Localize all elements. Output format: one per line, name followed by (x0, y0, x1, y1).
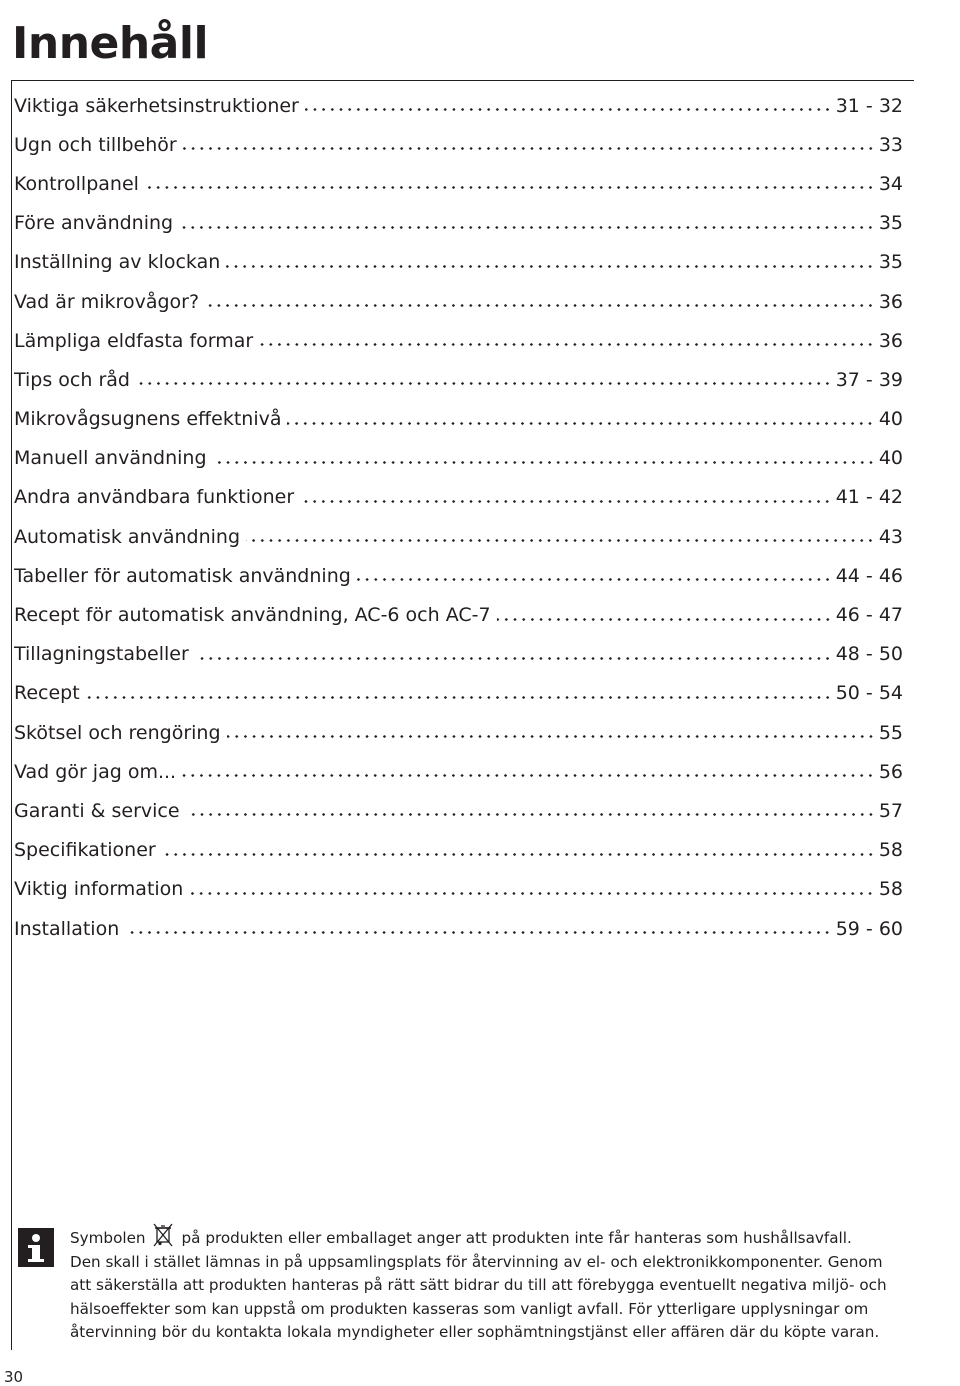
toc-entry-page: 56 (878, 760, 903, 783)
toc-entry-label: Andra användbara funktioner (14, 486, 295, 509)
toc-entry (14, 360, 903, 399)
toc-entry (14, 870, 903, 909)
toc-entry (14, 282, 903, 321)
note-line: hälsoeffekter som kan uppstå om produkten kasseras som vanligt avfall. För ytterligare upplysningar om (70, 1299, 869, 1318)
toc-entry (14, 164, 903, 203)
toc-leader-dots (189, 892, 874, 895)
toc-leader-dots (226, 265, 875, 268)
toc-entry-label: Vad är mikrovågor? (14, 290, 200, 313)
toc-entry-page: 41 - 42 (835, 486, 903, 509)
toc-entry-label: Viktiga säkerhetsinstruktioner (14, 94, 299, 117)
toc-leader-dots (497, 618, 832, 621)
toc-entry-page: 55 (878, 721, 903, 744)
note-line: Den skall i stället lämnas in på uppsamlingsplats för återvinning av el- och elektronikkomponenter. Genom (70, 1252, 883, 1271)
toc-leader-dots (195, 657, 832, 660)
toc-entry-page: 57 (878, 799, 903, 822)
toc-leader-dots (186, 813, 875, 816)
toc-leader-dots (246, 539, 875, 542)
toc-entry-label: Mikrovågsugnens effektnivå (14, 408, 282, 431)
toc-entry-label: Recept (14, 682, 80, 705)
toc-leader-dots (179, 226, 875, 229)
toc-entry (14, 204, 903, 243)
toc-entry (14, 243, 903, 282)
toc-entry (14, 909, 903, 948)
toc-leader-dots (125, 931, 831, 934)
toc-entry-page: 48 - 50 (835, 643, 903, 666)
toc-leader-dots (305, 108, 832, 111)
crossed-out-wheelie-bin-icon (152, 1223, 174, 1247)
toc-entry-page: 40 (878, 447, 903, 470)
note-lead: Symbolen (70, 1229, 146, 1247)
toc-entry-label: Tillagningstabeller (14, 643, 189, 666)
toc-entry (14, 674, 903, 713)
toc-entry (14, 321, 903, 360)
toc-entry-label: Kontrollpanel (14, 172, 139, 195)
toc-entry (14, 125, 903, 164)
toc-entry-page: 58 (878, 878, 903, 901)
toc-entry-page: 46 - 47 (835, 604, 903, 627)
toc-entry-label: Före användning (14, 212, 174, 235)
toc-entry-label: Automatisk användning (14, 525, 241, 548)
disposal-note (70, 1223, 920, 1345)
toc-entry (14, 791, 903, 830)
toc-entry-page: 36 (878, 290, 903, 313)
toc-entry-label: Lämpliga eldfasta formar (14, 329, 254, 352)
toc-entry-page: 35 (878, 251, 903, 274)
toc-entry-page: 40 (878, 408, 903, 431)
info-icon (18, 1228, 54, 1267)
note-first-line (70, 1223, 920, 1251)
toc-leader-dots (300, 500, 832, 503)
toc-leader-dots (182, 774, 875, 777)
toc-entry (14, 478, 903, 517)
toc-leader-dots (287, 422, 874, 425)
toc-leader-dots (227, 735, 875, 738)
toc-entry-page: 43 (878, 525, 903, 548)
top-rule (11, 80, 914, 81)
toc-entry (14, 86, 903, 125)
toc-entry-label: Tips och råd (14, 368, 130, 391)
toc-entry-page: 34 (878, 172, 903, 195)
toc-entry-page: 44 - 46 (835, 564, 903, 587)
note-line: att säkerställa att produkten hanteras på rätt sätt bidrar du till att förebygga eventuellt negativa miljö- och (70, 1276, 887, 1294)
toc-leader-dots (136, 382, 832, 385)
page-title: Innehåll (12, 18, 209, 69)
toc-entry-page: 31 - 32 (835, 94, 903, 117)
page-number: 30 (4, 1368, 24, 1386)
toc-leader-dots (183, 147, 875, 150)
toc-entry-page: 50 - 54 (835, 682, 903, 705)
toc-entry (14, 400, 903, 439)
toc-entry-label: Installation (14, 917, 120, 940)
toc-entry-label: Specifikationer (14, 839, 156, 862)
toc-entry-label: Vad gör jag om... (14, 760, 177, 783)
toc-leader-dots (162, 853, 875, 856)
note-line: återvinning bör du kontakta lokala myndigheter eller sophämtningstjänst eller affären där du köpte varan. (70, 1323, 880, 1341)
toc-leader-dots (357, 578, 832, 581)
toc-entry (14, 595, 903, 634)
toc-entry (14, 752, 903, 791)
note-first-line-text: på produkten eller emballaget anger att produkten inte får hanteras som hushållsavfall. (181, 1229, 852, 1247)
toc-entry (14, 439, 903, 478)
toc-leader-dots (205, 304, 875, 307)
toc-entry (14, 517, 903, 556)
toc-entry (14, 831, 903, 870)
toc-entry-label: Tabeller för automatisk användning (14, 564, 351, 587)
toc-entry-page: 36 (878, 329, 903, 352)
toc-leader-dots (259, 343, 875, 346)
toc-leader-dots (145, 186, 875, 189)
toc-entry-label: Inställning av klockan (14, 251, 221, 274)
toc-entry-page: 59 - 60 (835, 917, 903, 940)
toc-entry-label: Ugn och tillbehör (14, 133, 177, 156)
table-of-contents (14, 86, 903, 948)
left-rule (11, 80, 12, 1350)
toc-entry-page: 35 (878, 212, 903, 235)
toc-entry-page: 37 - 39 (835, 368, 903, 391)
toc-leader-dots (213, 461, 875, 464)
toc-entry-page: 33 (878, 133, 903, 156)
toc-entry-page: 58 (878, 839, 903, 862)
toc-entry-label: Manuell användning (14, 447, 207, 470)
toc-leader-dots (86, 696, 832, 699)
toc-entry-label: Recept för automatisk användning, AC-6 och AC-7 (14, 604, 491, 627)
toc-entry-label: Garanti & service (14, 799, 180, 822)
toc-entry (14, 713, 903, 752)
toc-entry (14, 635, 903, 674)
toc-entry-label: Skötsel och rengöring (14, 721, 221, 744)
toc-entry-label: Viktig information (14, 878, 184, 901)
toc-entry (14, 556, 903, 595)
